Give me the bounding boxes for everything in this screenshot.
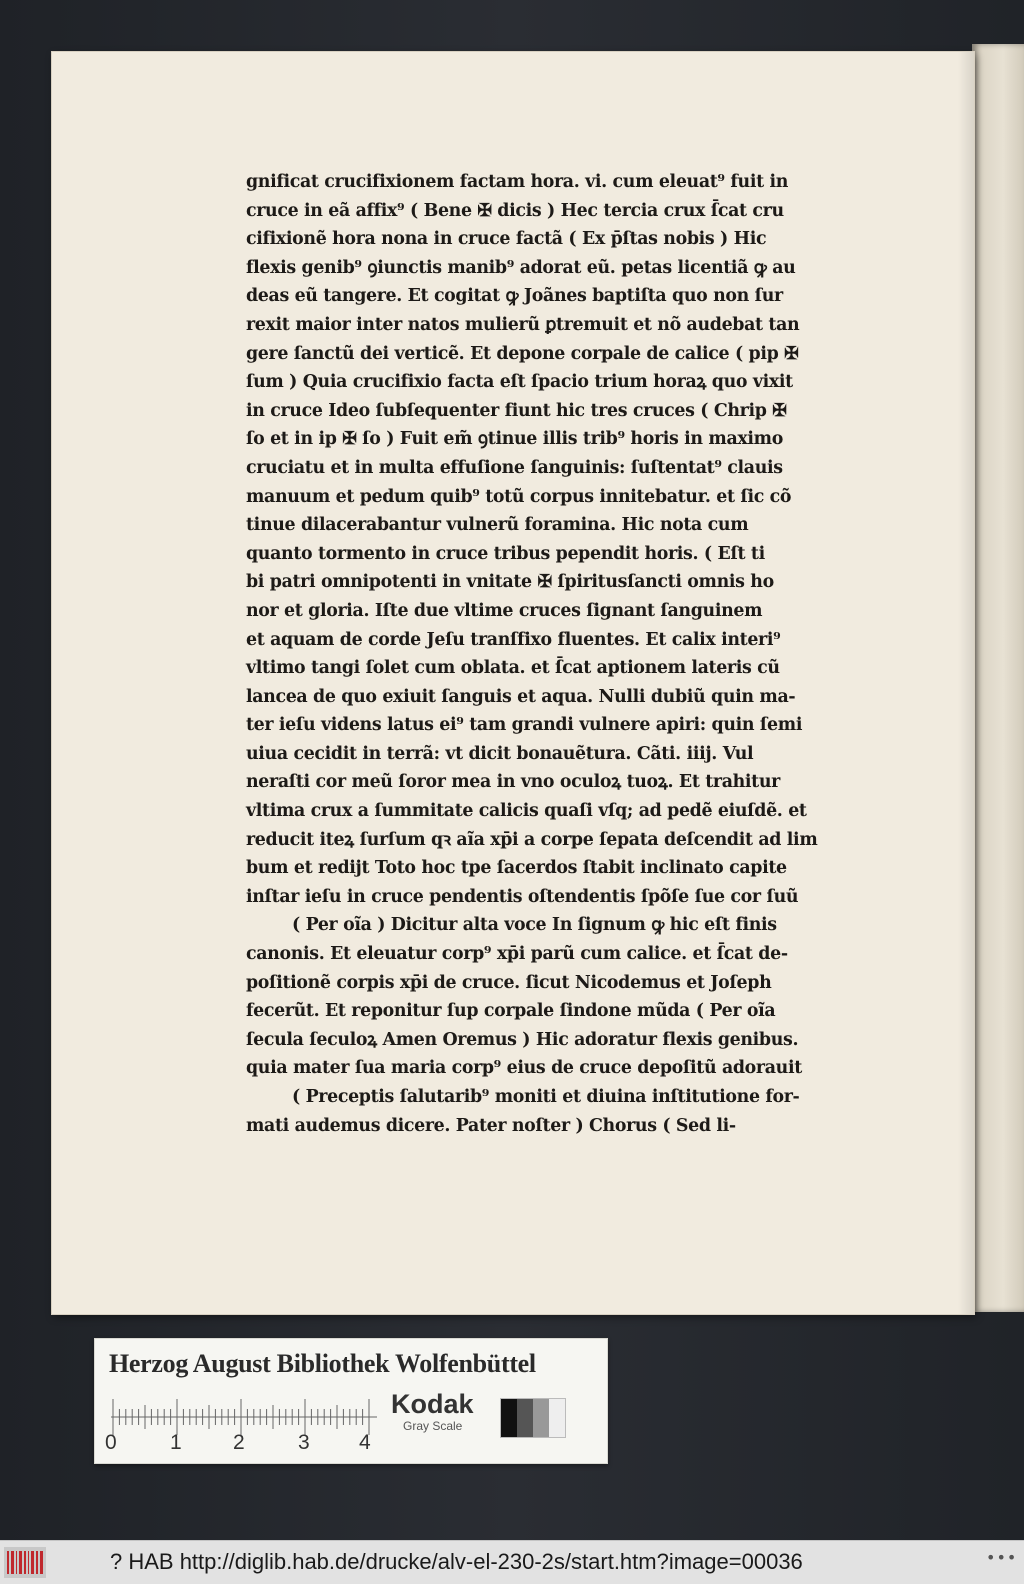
text-line: poſitionẽ corpis xp̄i de cruce. ſicut Nicodemus et Joſeph [246, 972, 772, 993]
text-line: cruce in eã affix⁹ ( Bene ✠ dicis ) Hec tercia crux ſ̄cat cru [246, 200, 784, 221]
text-line: cifixionẽ hora nona in cruce factã ( Ex p̄ſtas nobis ) Hic [246, 229, 767, 250]
status-bar [0, 1540, 1024, 1584]
text-line: manuum et pedum quib⁹ totũ corpus innitebatur. et ſic cõ [246, 486, 792, 507]
text-line: canonis. Et eleuatur corp⁹ xp̄i parũ cum calice. et ſ̄cat de- [246, 944, 788, 965]
barcode-icon [4, 1547, 46, 1578]
text-line: reducit iteꝝ ſurſum qꝛ aĩa xp̄i a corpe ſepata deſcendit ad lim [246, 829, 818, 850]
text-line: cruciatu et in multa effuſione ſanguinis: ſuſtentat⁹ clauis [246, 457, 783, 478]
text-block [246, 168, 886, 1140]
text-line: quia mater ſua maria corp⁹ eius de cruce depoſitũ adorauit [246, 1058, 802, 1079]
text-line: in cruce Ideo ſubſequenter fiunt hic tres cruces ( Chrip ✠ [246, 400, 787, 421]
text-line: ſo et in ip ✠ ſo ) Fuit em̃ ꝯtinue illis trib⁹ horis in maximo [246, 429, 783, 450]
ruler-number: 0 [105, 1431, 117, 1454]
card-title: Herzog August Bibliothek Wolfenbüttel [109, 1349, 536, 1378]
text-line: bum et redijt Toto hoc tpe ſacerdos ſtabit inclinato capite [246, 858, 787, 879]
ruler-number: 2 [233, 1431, 245, 1454]
ruler-number: 1 [170, 1431, 182, 1454]
gray-patch [501, 1399, 517, 1437]
adjacent-page-edge [972, 44, 1024, 1312]
text-line: mati audemus dicere. Pater noſter ) Chorus ( Sed li- [246, 1115, 736, 1136]
text-line: quanto tormento in cruce tribus pependit horis. ( Eſt ti [246, 543, 765, 564]
gray-patch [533, 1399, 549, 1437]
text-line: bi patri omnipotenti in vnitate ✠ ſpiritusſancti omnis ho [246, 572, 774, 593]
text-line: gnificat crucifixionem factam hora. vi. cum eleuat⁹ fuit in [246, 172, 789, 192]
text-line: neraſti cor meũ ſoror mea in vno oculoꝝ tuoꝝ. Et trahitur [246, 772, 780, 793]
text-line: fecerũt. Et reponitur ſup corpale ſindone mũda ( Per oĩa [246, 1001, 776, 1022]
gray-patch [517, 1399, 533, 1437]
text-line: vltimo tangi ſolet cum oblata. et ſ̄cat aptionem lateris cũ [246, 658, 780, 679]
gray-scale-patches [500, 1398, 566, 1438]
text-line: et aquam de corde Jeſu tranſfixo fluentes. Et calix interi⁹ [246, 629, 781, 650]
color-calibration-card [94, 1338, 608, 1464]
text-line: deas eũ tangere. Et cogitat ꝙ Joãnes baptiſta quo non ſur [246, 286, 783, 307]
text-line: uiua cecidit in terrã: vt dicit bonauẽtura. Cãti. iiij. Vul [246, 743, 754, 764]
text-line: gere ſanctũ dei verticẽ. Et depone corpale de calice ( pip ✠ [246, 343, 799, 364]
text-line: flexis genib⁹ ꝯiunctis manib⁹ adorat eũ. petas licentiã ꝙ au [246, 257, 796, 278]
text-line: ſecula ſeculoꝝ Amen Oremus ) Hic adoratur flexis genibus. [246, 1029, 799, 1050]
ruler-number: 4 [359, 1431, 371, 1454]
document-page [52, 52, 974, 1314]
kodak-logo: Kodak [391, 1389, 474, 1419]
text-line: ter ieſu videns latus ei⁹ tam grandi vulnere apiri: quin ſemi [246, 715, 803, 736]
text-line: lancea de quo exiuit ſanguis et aqua. Nulli dubiũ quin ma- [246, 686, 796, 707]
status-url[interactable]: ? HAB http://diglib.hab.de/drucke/alv-el-230-2s/start.htm?image=00036 [110, 1549, 803, 1574]
text-line: rexit maior inter natos mulierũ ꝑtremuit et nõ audebat tan [246, 314, 800, 335]
text-line: vltima crux a ſummitate calicis quaſi vſq; ad pedẽ eiuſdẽ. et [246, 801, 807, 822]
kodak-subtitle: Gray Scale [403, 1419, 463, 1433]
ruler-number: 3 [298, 1431, 310, 1454]
text-line: ſum ) Quia crucifixio facta eſt ſpacio trium horaꝝ quo vixit [246, 372, 793, 393]
text-line: ( Per oĩa ) Dicitur alta voce In ſignum ꝙ hic eſt finis [292, 915, 777, 936]
text-line: ( Preceptis ſalutarib⁹ moniti et diuina inſtitutione for- [292, 1087, 800, 1107]
more-menu-icon[interactable]: ••• [986, 1548, 1018, 1567]
gray-patch [549, 1399, 565, 1437]
text-line: inſtar ieſu in cruce pendentis oſtendentis ſpõſe ſue cor ſuũ [246, 886, 799, 907]
text-line: tinue dilacerabantur vulnerũ foramina. Hic nota cum [246, 515, 749, 536]
text-line: nor et gloria. Iſte due vltime cruces ſignant ſanguinem [246, 600, 763, 621]
